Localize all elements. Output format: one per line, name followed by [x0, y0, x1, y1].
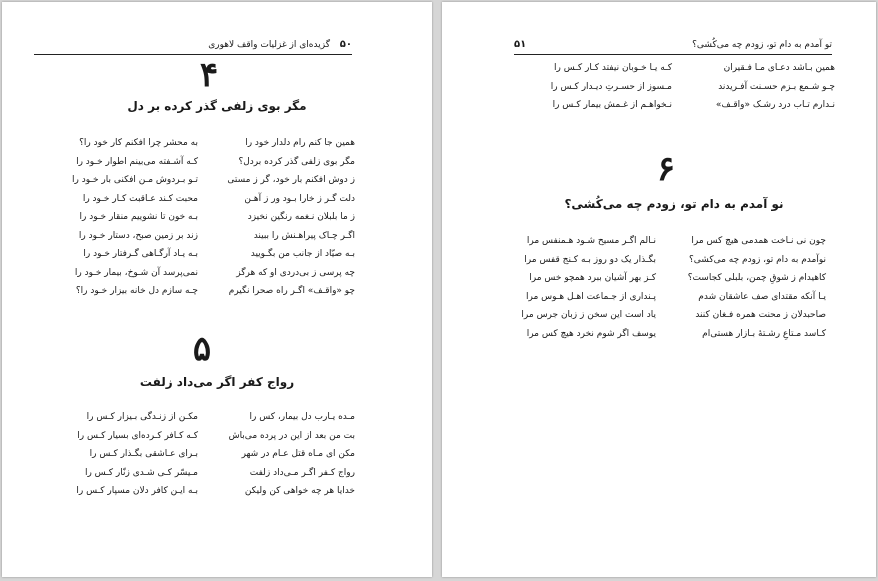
verse-line: بـرای عـاشقی بگـذار کـس را: [89, 449, 198, 459]
verse-line: نوآمدم به دام تو، زودم چه می‌کشی؟: [689, 254, 826, 265]
verse-line: مـده یـارب دل بیمار، کس را: [249, 412, 355, 422]
verse-line: همین بـاشد دعـای مـا فـقیران: [723, 63, 835, 73]
verse-line: کـاسد مـتاعِ رشـتهٔ بـازار هستی‌ام: [702, 328, 826, 339]
verse-line: چه پرسی ز بی‌دردی او که هرگز: [236, 267, 355, 278]
verse-line: تـو بـردوش مـن افکنی بار خـود را: [72, 175, 198, 185]
verse-line: یوسف اگر شوم نخرد هیچ کس مرا: [526, 328, 656, 339]
page-header: [514, 38, 832, 52]
verse-line: مکـن از زنـدگی بـیزار کـس را: [86, 412, 198, 422]
poem-number: ۶: [656, 149, 676, 189]
verse-column-right: [207, 134, 355, 301]
verse-line: زند بر زمین صبح، دستار خـود را: [78, 230, 198, 241]
left-book-page: [2, 2, 432, 577]
verse-column-left: [50, 134, 198, 301]
verse-line: چو «واقـف» اگـر راه صحرا نگیرم: [228, 286, 355, 296]
verse-line: بگـذار یک دو روز بـه کـنج قفس مرا: [524, 254, 656, 265]
verse-line: نمی‌پرسد آن شـوخ، بیمار خـود را: [74, 267, 198, 278]
verse-line: بت من بعد از این در پرده می‌باش: [228, 430, 355, 441]
verse-column-left: [50, 408, 198, 501]
verse-line: همین جا کنم رام دلدار خود را: [245, 138, 355, 148]
verse-column-right: [660, 232, 826, 343]
page-header: [34, 38, 352, 52]
verse-line: محبت کـند عـاقبت کـار خـود را: [82, 193, 198, 204]
running-title: تو آمدم به دام تو، زودم چه می‌کُشی؟: [692, 40, 832, 50]
verse-line: یاد است این سخن ز زبان جرس مرا: [521, 310, 656, 320]
verse-line: بـه خون تا نشوییم منقار خـود را: [79, 212, 198, 222]
poem-title: نو آمدم به دام تو، زودم چه می‌کُشی؟: [564, 197, 784, 211]
verse-line: بـه یـاد آرگـاهی گـرفتار خـود را: [83, 249, 198, 259]
verse-line: نـدارم تـاب درد رشـک «واقـف»: [715, 100, 835, 110]
right-book-page: [442, 2, 876, 577]
verse-line: کـه کـافر کـرده‌ای بسیار کـس را: [77, 430, 198, 441]
verse-line: ز دوش افکنم بار خود، گر ز مستی: [227, 175, 355, 185]
verse-line: خدایا هر چه خواهی کن ولیکن: [244, 486, 355, 496]
verse-line: کـه آشـفته می‌بینم اطوار خـود را: [76, 156, 198, 167]
verse-line: اگـر چـاک پیراهـنش را ببیند: [253, 230, 355, 241]
verse-line: چـو شـمع بـزم حسـنت آفـریدند: [718, 81, 835, 92]
verse-line: کـه یـا خـوبان نیفتد کـار کـس را: [554, 63, 672, 73]
verse-line: دلت گـر ز خارا بـود ور ز آهـن: [244, 193, 355, 204]
poem-number: ۵: [192, 329, 212, 369]
verse-line: مکن ای مـاه قتل عـام در شهر: [241, 449, 355, 459]
verse-line: به محشر چرا افکنم کار خود را؟: [79, 138, 198, 148]
verse-line: کـز بهر آشیان ببرد همچو خس مرا: [529, 273, 656, 283]
header-rule: [514, 54, 832, 55]
verse-line: نـخواهـم از غـمش بیمار کـس را: [552, 100, 672, 110]
verse-line: مگر بوی زلفی گذر کرده بردل؟: [238, 156, 355, 167]
verse-line: رواج کـفر اگـر مـی‌داد زلفت: [249, 467, 355, 478]
verse-line: چون نی نـاخت همدمی هیچ کس مرا: [691, 236, 826, 246]
verse-column-left: [524, 59, 672, 115]
verse-line: نـالم اگـر مسیح شـود هـمنفس مرا: [526, 236, 656, 246]
verse-line: بـه ایـن کافر دلان مسپار کـس را: [76, 486, 198, 496]
poem-title: مگر بوی زلفی گذر کرده بر دل: [127, 99, 307, 113]
verse-line: ز ما بلبلان نـغمه رنگین نخیزد: [247, 212, 355, 222]
verse-column-right: [207, 408, 355, 501]
header-rule: [34, 54, 352, 55]
poem-title: رواج کفر اگر می‌داد زلفت: [139, 375, 295, 389]
verse-line: مـسوز از حسـرتِ دیـدار کـس را: [550, 81, 672, 92]
verse-line: یـا آنکه مقتدای صف عاشقان شدم: [698, 291, 826, 302]
verse-line: کاهیدام ز شوقِ چمن، بلبلی کجاست؟: [687, 273, 826, 283]
running-title: گزیده‌ای از غزلیات واقف لاهوری: [208, 40, 330, 50]
poem-number: ۴: [199, 55, 219, 95]
verse-line: صاحبدلان ز محنت همره فـغان کنند: [695, 310, 826, 320]
verse-line: مـیسّر کـی شـدی زنّار کـس را: [84, 467, 198, 478]
verse-line: چـه سازم دل خانه بیزار خـود را؟: [75, 286, 198, 296]
page-number: ۵۱: [514, 39, 527, 50]
verse-column-right: [677, 59, 835, 115]
verse-column-left: [514, 232, 656, 343]
verse-line: بـه صیّاد از جانب من بگـویید: [250, 249, 355, 259]
page-number: ۵۰: [339, 39, 352, 50]
verse-line: پـنداری از جـماعت اهـل هـوس مرا: [526, 291, 656, 302]
